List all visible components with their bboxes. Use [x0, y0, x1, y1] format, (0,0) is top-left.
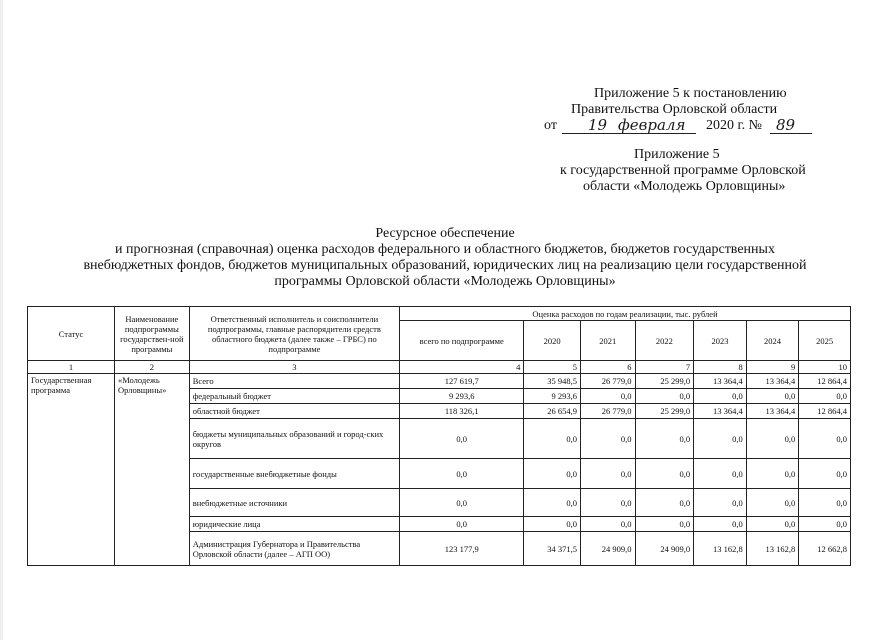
row-value: 13 364,4: [694, 404, 747, 419]
col-name-header: Наименование подпрограммы государствен-ной программы: [114, 307, 189, 361]
row-value: 0,0: [635, 489, 694, 517]
col-number: 1: [28, 361, 115, 374]
row-value: 35 948,5: [524, 374, 581, 389]
row-total: 0,0: [400, 459, 524, 489]
row-value: 0,0: [524, 489, 581, 517]
row-value: 34 371,5: [524, 532, 581, 566]
row-value: 0,0: [746, 389, 799, 404]
col-status-header: Статус: [28, 307, 115, 361]
col-number: 10: [799, 361, 851, 374]
col-year-header: 2023: [694, 321, 747, 361]
col-number: 9: [746, 361, 799, 374]
row-value: 0,0: [635, 389, 694, 404]
row-total: 123 177,9: [400, 532, 524, 566]
row-value: 13 162,8: [746, 532, 799, 566]
handwritten-number: 89: [776, 116, 796, 134]
row-value: 0,0: [694, 389, 747, 404]
row-value: 0,0: [635, 459, 694, 489]
row-label: государственные внебюджетные фонды: [189, 459, 399, 489]
handwritten-month: февраля: [618, 116, 686, 134]
row-value: 0,0: [799, 517, 851, 532]
row-value: 13 364,4: [746, 374, 799, 389]
header-line-1: Приложение 5 к постановлению: [594, 86, 787, 101]
doc-title-line-2: и прогнозная (справочная) оценка расходов федерального и областного бюджетов, бюджетов государственных: [115, 242, 775, 257]
row-value: 0,0: [580, 489, 635, 517]
doc-title-line-3: внебюджетных фондов, бюджетов муниципальных образований, юридических лиц на реализацию цели государственной: [83, 258, 807, 273]
col-number: 3: [189, 361, 399, 374]
col-year-header: 2022: [635, 321, 694, 361]
row-label: федеральный бюджет: [189, 389, 399, 404]
row-label: Всего: [189, 374, 399, 389]
row-total: 0,0: [400, 419, 524, 459]
doc-title-line-1: Ресурсное обеспечение: [375, 226, 515, 241]
row-value: 26 779,0: [580, 374, 635, 389]
header-from-label: от: [544, 118, 557, 133]
col-number: 8: [694, 361, 747, 374]
row-value: 0,0: [746, 419, 799, 459]
row-value: 0,0: [580, 459, 635, 489]
header-year-label: 2020 г. №: [705, 118, 762, 133]
row-value: 26 779,0: [580, 404, 635, 419]
col-year-header: 2024: [746, 321, 799, 361]
col-executor-header: Ответственный исполнитель и соисполнители подпрограммы, главные распорядители средств областного бюджета (далее также – ГРБС) по подпрограмме: [189, 307, 399, 361]
row-value: 24 909,0: [635, 532, 694, 566]
program-name-cell: «Молодежь Орловщины»: [114, 374, 189, 566]
row-total: 118 326,1: [400, 404, 524, 419]
row-value: 0,0: [524, 459, 581, 489]
row-value: 0,0: [524, 419, 581, 459]
col-year-header: 2021: [580, 321, 635, 361]
date-underline: [562, 133, 696, 134]
row-value: 0,0: [799, 459, 851, 489]
row-value: 0,0: [635, 419, 694, 459]
row-value: 0,0: [580, 419, 635, 459]
header-line-4: Приложение 5: [634, 147, 720, 162]
row-value: 0,0: [799, 389, 851, 404]
resources-table: [27, 306, 851, 566]
col-number: 6: [580, 361, 635, 374]
row-value: 0,0: [524, 517, 581, 532]
row-value: 0,0: [580, 517, 635, 532]
col-number: 7: [635, 361, 694, 374]
col-year-header: 2020: [524, 321, 581, 361]
handwritten-day: 19: [588, 116, 608, 134]
row-value: 0,0: [580, 389, 635, 404]
row-value: 13 364,4: [746, 404, 799, 419]
row-value: 12 864,4: [799, 374, 851, 389]
row-value: 25 299,0: [635, 374, 694, 389]
row-label: Администрация Губернатора и Правительства Орловской области (далее – АГП ОО): [189, 532, 399, 566]
number-underline: [770, 133, 812, 134]
row-value: 0,0: [694, 419, 747, 459]
row-value: 12 662,8: [799, 532, 851, 566]
row-value: 0,0: [694, 459, 747, 489]
row-value: 0,0: [799, 419, 851, 459]
row-value: 25 299,0: [635, 404, 694, 419]
col-total-header: всего по подпрограмме: [400, 321, 524, 361]
col-number: 2: [114, 361, 189, 374]
row-total: 9 293,6: [400, 389, 524, 404]
header-line-6: области «Молодежь Орловщины»: [583, 179, 786, 194]
col-number: 4: [400, 361, 524, 374]
header-line-2: Правительства Орловской области: [571, 102, 778, 117]
row-value: 0,0: [694, 489, 747, 517]
row-label: бюджеты муниципальных образований и город-ских округов: [189, 419, 399, 459]
row-total: 127 619,7: [400, 374, 524, 389]
row-value: 9 293,6: [524, 389, 581, 404]
column-number-row: [28, 361, 851, 374]
row-value: 0,0: [746, 489, 799, 517]
row-value: 0,0: [746, 517, 799, 532]
row-value: 0,0: [746, 459, 799, 489]
row-value: 0,0: [694, 517, 747, 532]
row-value: 0,0: [799, 489, 851, 517]
col-year-header: 2025: [799, 321, 851, 361]
header-line-5: к государственной программе Орловской: [560, 163, 806, 178]
row-value: 13 364,4: [694, 374, 747, 389]
doc-title-line-4: программы Орловской области «Молодежь Орловщины»: [274, 274, 616, 289]
status-cell: Государственная программа: [28, 374, 115, 566]
row-total: 0,0: [400, 489, 524, 517]
row-value: 26 654,9: [524, 404, 581, 419]
approval-header: [0, 0, 890, 200]
row-value: 12 864,4: [799, 404, 851, 419]
row-value: 24 909,0: [580, 532, 635, 566]
row-value: 13 162,8: [694, 532, 747, 566]
col-estimate-header: Оценка расходов по годам реализации, тыс. рублей: [400, 307, 851, 321]
row-label: юридические лица: [189, 517, 399, 532]
table-row: [28, 374, 851, 389]
row-label: областной бюджет: [189, 404, 399, 419]
row-label: внебюджетные источники: [189, 489, 399, 517]
col-number: 5: [524, 361, 581, 374]
row-value: 0,0: [635, 517, 694, 532]
row-total: 0,0: [400, 517, 524, 532]
